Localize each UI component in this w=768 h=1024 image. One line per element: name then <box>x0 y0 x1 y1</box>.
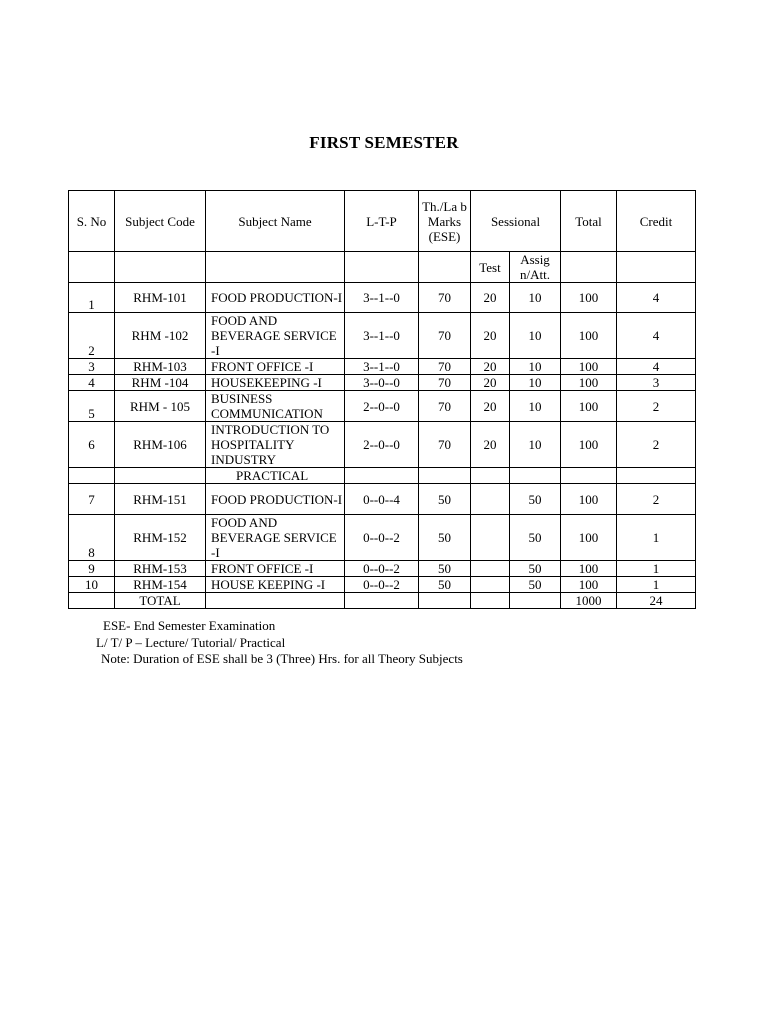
cell-total: 100 <box>561 359 617 375</box>
header-credit: Credit <box>617 191 696 252</box>
cell-subject-code: RHM-151 <box>115 484 206 515</box>
cell-assign: 10 <box>510 391 561 422</box>
cell-marks: 70 <box>419 375 471 391</box>
cell-credit: 4 <box>617 283 696 313</box>
cell-subject-code: RHM-101 <box>115 283 206 313</box>
note-ese: ESE- End Semester Examination <box>103 618 276 633</box>
cell-ltp: 3--1--0 <box>345 359 419 375</box>
cell-assign: 10 <box>510 375 561 391</box>
cell-total: 100 <box>561 422 617 468</box>
cell-sno: 7 <box>69 484 115 515</box>
cell-total: 100 <box>561 577 617 593</box>
empty-cell <box>69 593 115 609</box>
empty-cell <box>471 468 510 484</box>
cell-subject-name: HOUSEKEEPING -I <box>206 375 345 391</box>
empty-cell <box>471 593 510 609</box>
cell-marks: 70 <box>419 359 471 375</box>
cell-ltp: 0--0--2 <box>345 561 419 577</box>
cell-ltp: 3--1--0 <box>345 283 419 313</box>
cell-subject-name: FRONT OFFICE -I <box>206 359 345 375</box>
empty-cell <box>69 468 115 484</box>
cell-test <box>471 484 510 515</box>
cell-test: 20 <box>471 313 510 359</box>
cell-subject-name: FRONT OFFICE -I <box>206 561 345 577</box>
empty-cell <box>510 468 561 484</box>
cell-test: 20 <box>471 359 510 375</box>
cell-subject-name: FOOD PRODUCTION-I <box>206 484 345 515</box>
cell-ltp: 3--1--0 <box>345 313 419 359</box>
empty-cell <box>115 468 206 484</box>
cell-subject-name: FOOD AND BEVERAGE SERVICE -I <box>206 313 345 359</box>
cell-total: 100 <box>561 561 617 577</box>
section-row-practical <box>69 468 696 484</box>
cell-subject-code: RHM -104 <box>115 375 206 391</box>
cell-sno: 6 <box>69 422 115 468</box>
empty-cell <box>617 468 696 484</box>
cell-sno: 8 <box>69 515 115 561</box>
cell-sno: 5 <box>69 391 115 422</box>
table-row <box>69 283 696 313</box>
table-row <box>69 484 696 515</box>
cell-subject-name: HOUSE KEEPING -I <box>206 577 345 593</box>
cell-test <box>471 515 510 561</box>
cell-marks: 50 <box>419 561 471 577</box>
cell-test: 20 <box>471 375 510 391</box>
footnotes <box>96 618 463 668</box>
table-row <box>69 561 696 577</box>
cell-marks: 70 <box>419 422 471 468</box>
header-sessional: Sessional <box>471 191 561 252</box>
cell-credit: 1 <box>617 577 696 593</box>
cell-marks: 70 <box>419 313 471 359</box>
note-duration: Note: Duration of ESE shall be 3 (Three) Hrs. for all Theory Subjects <box>101 651 463 666</box>
table-row <box>69 422 696 468</box>
cell-total: 100 <box>561 484 617 515</box>
cell-subject-code: RHM - 105 <box>115 391 206 422</box>
page-title: FIRST SEMESTER <box>309 133 459 152</box>
cell-marks: 50 <box>419 484 471 515</box>
cell-assign: 10 <box>510 313 561 359</box>
cell-assign: 10 <box>510 359 561 375</box>
header-subject-name: Subject Name <box>206 191 345 252</box>
cell-assign: 50 <box>510 484 561 515</box>
cell-subject-code: RHM -102 <box>115 313 206 359</box>
cell-subject-name: FOOD PRODUCTION-I <box>206 283 345 313</box>
cell-marks: 50 <box>419 515 471 561</box>
cell-subject-name: INTRODUCTION TO HOSPITALITY INDUSTRY <box>206 422 345 468</box>
cell-credit: 4 <box>617 359 696 375</box>
cell-sno: 9 <box>69 561 115 577</box>
header-test: Test <box>471 252 510 283</box>
table-row <box>69 515 696 561</box>
cell-assign: 50 <box>510 561 561 577</box>
cell-total: 100 <box>561 515 617 561</box>
semester-scheme-table <box>68 190 696 609</box>
cell-total: 100 <box>561 391 617 422</box>
cell-credit: 1 <box>617 515 696 561</box>
cell-subject-code: RHM-152 <box>115 515 206 561</box>
cell-assign: 50 <box>510 515 561 561</box>
section-label-practical: PRACTICAL <box>206 468 345 484</box>
cell-marks: 50 <box>419 577 471 593</box>
empty-cell <box>510 593 561 609</box>
cell-ltp: 2--0--0 <box>345 422 419 468</box>
empty-cell <box>419 252 471 283</box>
cell-ltp: 3--0--0 <box>345 375 419 391</box>
table-row <box>69 359 696 375</box>
cell-test: 20 <box>471 283 510 313</box>
cell-marks: 70 <box>419 391 471 422</box>
cell-marks: 70 <box>419 283 471 313</box>
empty-cell <box>419 593 471 609</box>
header-ltp: L-T-P <box>345 191 419 252</box>
total-credit: 24 <box>617 593 696 609</box>
header-marks: Th./La b Marks (ESE) <box>419 191 471 252</box>
header-subject-code: Subject Code <box>115 191 206 252</box>
note-ltp: L/ T/ P – Lecture/ Tutorial/ Practical <box>96 634 286 650</box>
total-row <box>69 593 696 609</box>
empty-cell <box>115 252 206 283</box>
cell-total: 100 <box>561 313 617 359</box>
empty-cell <box>419 468 471 484</box>
total-marks: 1000 <box>561 593 617 609</box>
cell-credit: 3 <box>617 375 696 391</box>
cell-subject-name: FOOD AND BEVERAGE SERVICE -I <box>206 515 345 561</box>
cell-ltp: 0--0--2 <box>345 515 419 561</box>
cell-sno: 2 <box>69 313 115 359</box>
table-header-row <box>69 191 696 252</box>
cell-assign: 50 <box>510 577 561 593</box>
empty-cell <box>345 468 419 484</box>
table-row <box>69 313 696 359</box>
empty-cell <box>206 593 345 609</box>
table-row <box>69 577 696 593</box>
empty-cell <box>69 252 115 283</box>
cell-ltp: 0--0--4 <box>345 484 419 515</box>
header-total: Total <box>561 191 617 252</box>
header-assign-att: Assig n/Att. <box>510 252 561 283</box>
cell-credit: 2 <box>617 422 696 468</box>
cell-test <box>471 561 510 577</box>
cell-sno: 4 <box>69 375 115 391</box>
cell-subject-code: RHM-106 <box>115 422 206 468</box>
empty-cell <box>617 252 696 283</box>
cell-test: 20 <box>471 391 510 422</box>
cell-credit: 4 <box>617 313 696 359</box>
empty-cell <box>345 252 419 283</box>
cell-subject-code: RHM-154 <box>115 577 206 593</box>
header-sno: S. No <box>69 191 115 252</box>
cell-subject-code: RHM-103 <box>115 359 206 375</box>
cell-credit: 2 <box>617 391 696 422</box>
table-row <box>69 375 696 391</box>
cell-subject-code: RHM-153 <box>115 561 206 577</box>
cell-total: 100 <box>561 283 617 313</box>
table-row <box>69 391 696 422</box>
cell-ltp: 0--0--2 <box>345 577 419 593</box>
cell-total: 100 <box>561 375 617 391</box>
empty-cell <box>561 252 617 283</box>
cell-test: 20 <box>471 422 510 468</box>
empty-cell <box>561 468 617 484</box>
empty-cell <box>206 252 345 283</box>
cell-sno: 3 <box>69 359 115 375</box>
cell-assign: 10 <box>510 283 561 313</box>
cell-ltp: 2--0--0 <box>345 391 419 422</box>
table-subheader-row <box>69 252 696 283</box>
cell-test <box>471 577 510 593</box>
cell-assign: 10 <box>510 422 561 468</box>
cell-subject-name: BUSINESS COMMUNICATION <box>206 391 345 422</box>
empty-cell <box>345 593 419 609</box>
cell-credit: 2 <box>617 484 696 515</box>
cell-sno: 1 <box>69 283 115 313</box>
total-label: TOTAL <box>115 593 206 609</box>
cell-credit: 1 <box>617 561 696 577</box>
cell-sno: 10 <box>69 577 115 593</box>
